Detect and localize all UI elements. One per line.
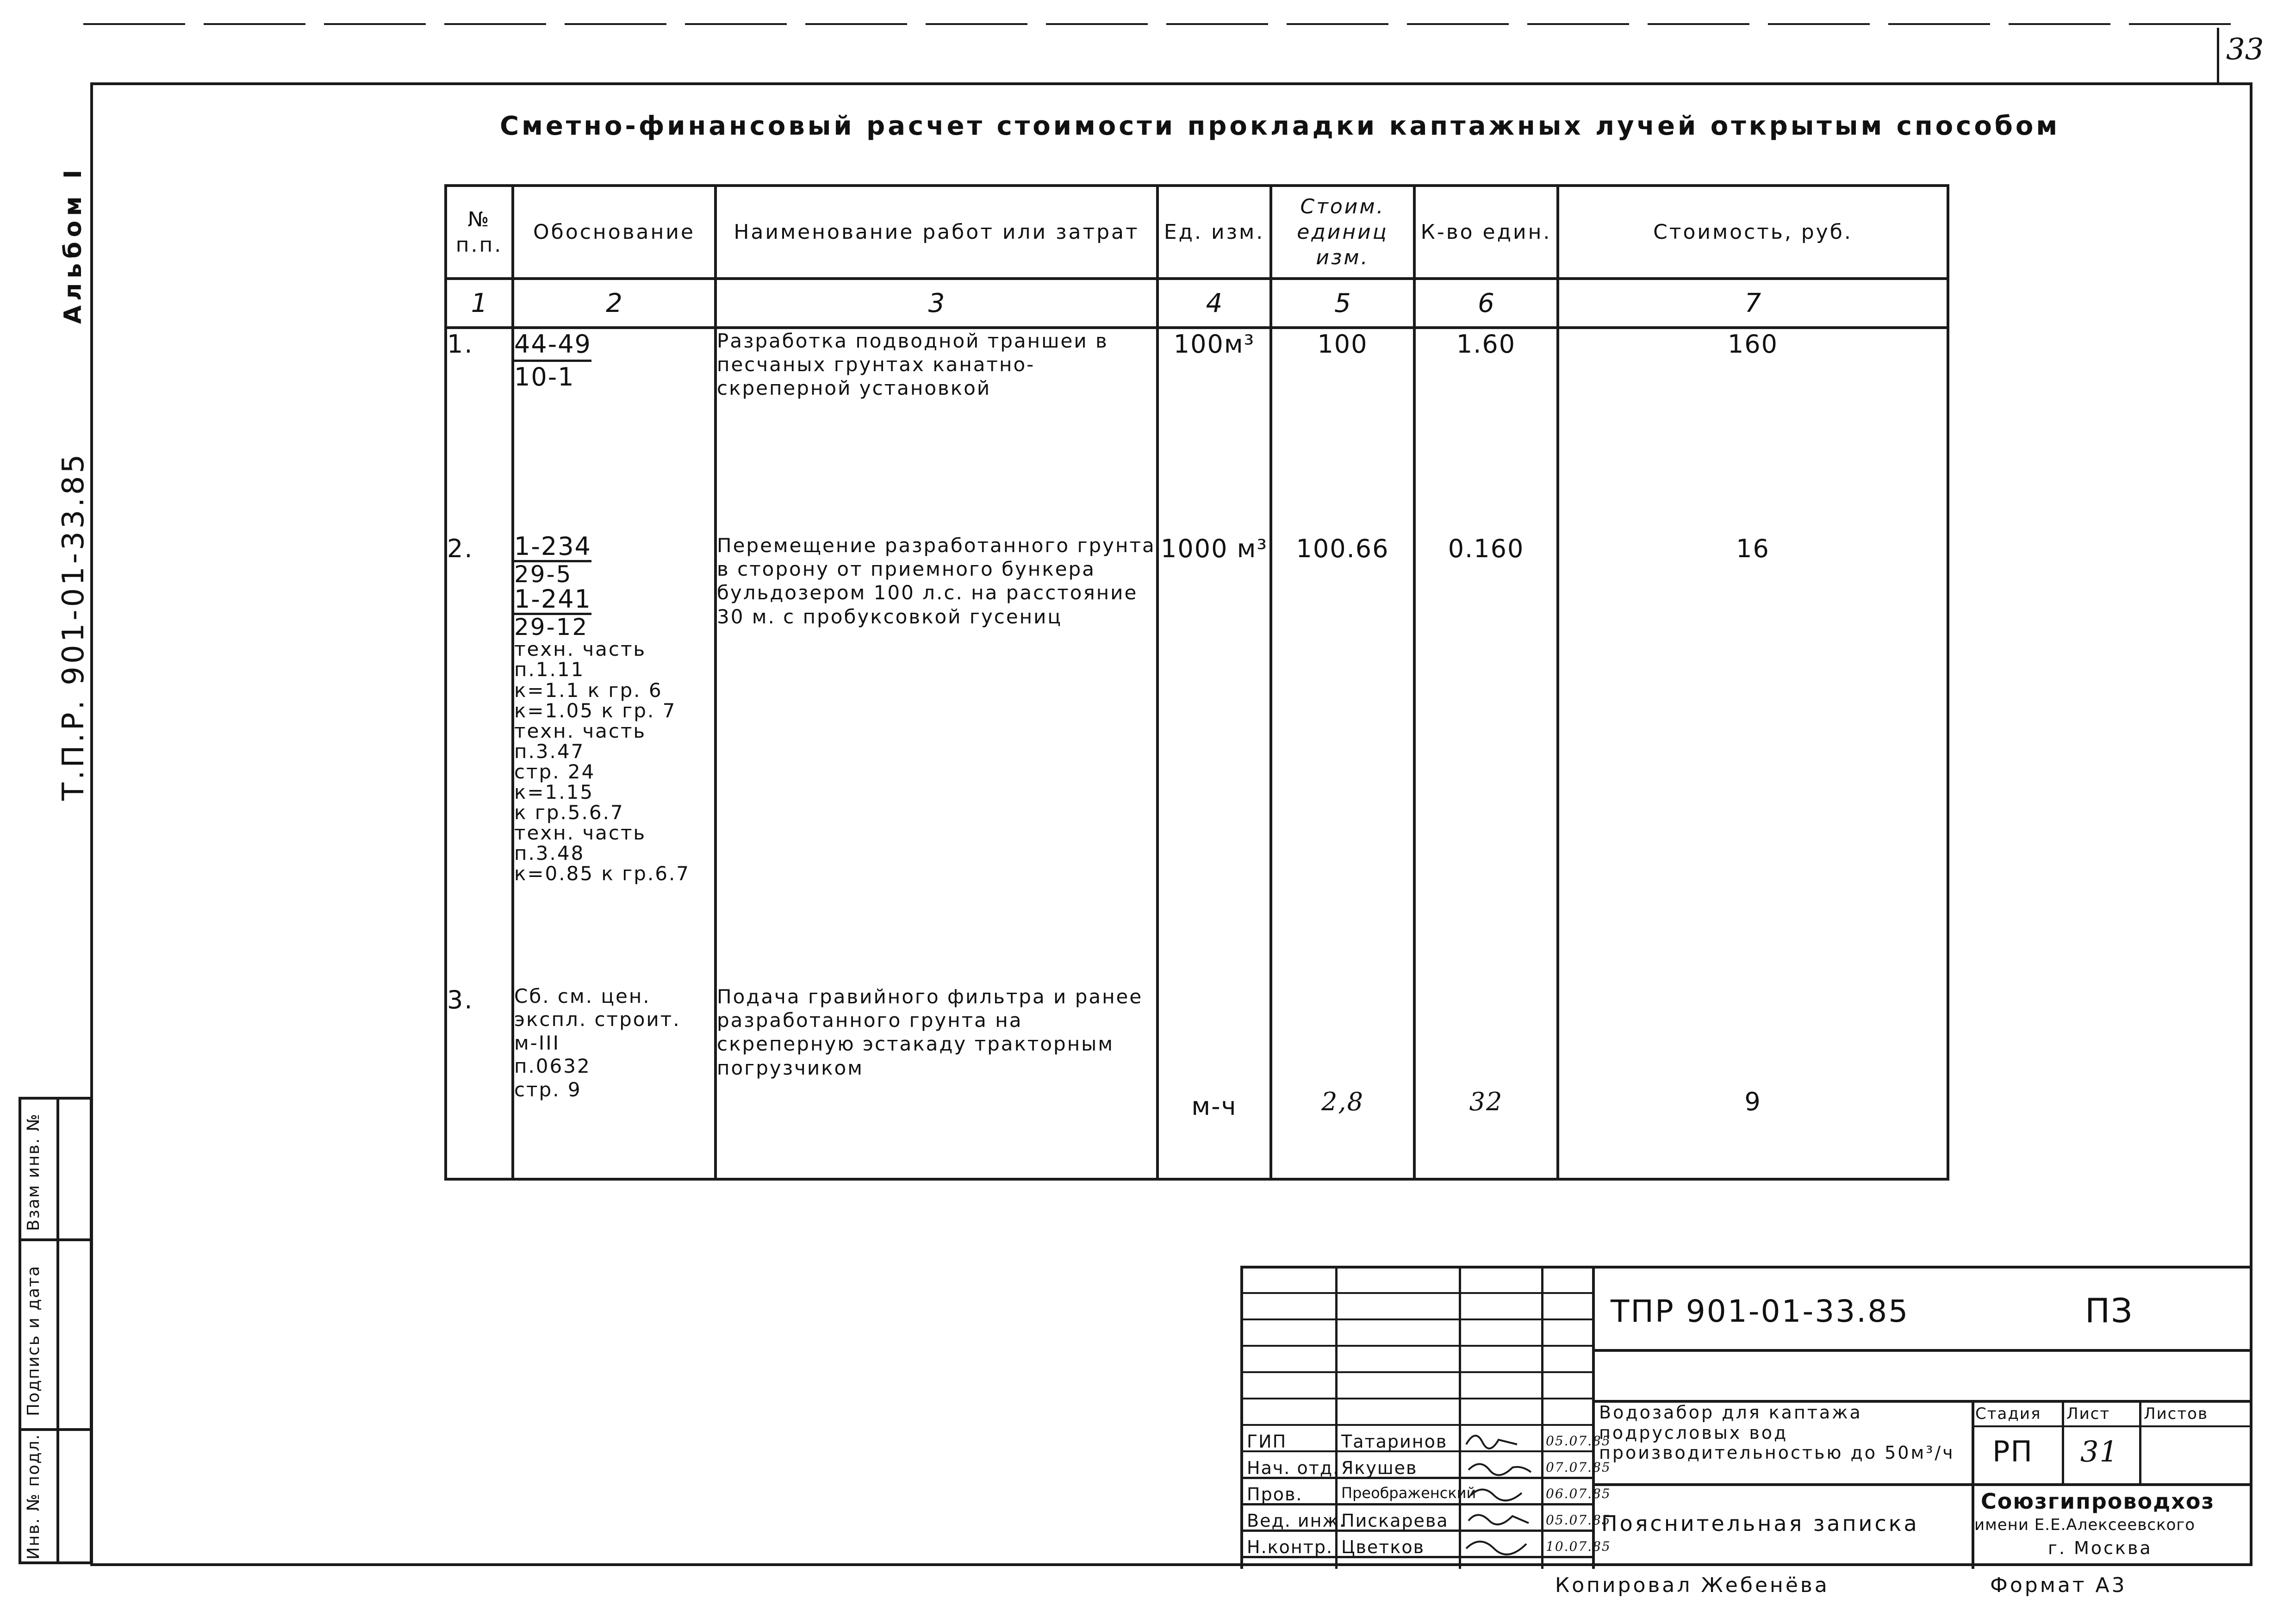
table-row — [446, 534, 1948, 985]
header-basis: Обоснование — [513, 186, 716, 279]
page-title: Сметно-финансовый расчет стоимости прокладки каптажных лучей открытым способом — [500, 111, 2060, 141]
copied-by: Копировал Жебенёва — [1555, 1573, 1829, 1597]
basis-ref: экспл. строит. — [514, 1008, 681, 1031]
project-code-vertical: Т.П.Р. 901-01-33.85 — [56, 451, 91, 801]
header-cost: Стоимость, руб. — [1558, 186, 1948, 279]
person-name: Преображенский — [1341, 1484, 1476, 1502]
inv-podl-label: Инв. № подл. — [24, 1433, 43, 1560]
unit-cost: 100 — [1271, 328, 1414, 534]
signatures — [1462, 1426, 1540, 1565]
basis-ref: 29-12 — [514, 613, 589, 640]
sheets-label: Листов — [2144, 1405, 2209, 1423]
vzam-label: Взам инв. № — [24, 1113, 43, 1231]
cost: 9 — [1558, 985, 1948, 1179]
header-unit: Ед. изм. — [1157, 186, 1271, 279]
work-name: Перемещение разработанного грунта в сторону от приемного бункера бульдозером 100 л.с. на расстояние 30 м. с пробуксовкой гусениц — [716, 534, 1157, 985]
quantity: 32 — [1414, 985, 1558, 1179]
sheet-number-divider — [2217, 28, 2219, 83]
role-label: Пров. — [1247, 1484, 1303, 1505]
header-name: Наименование работ или затрат — [716, 186, 1157, 279]
row-number: 1. — [446, 328, 513, 534]
stage-value: РП — [1992, 1435, 2034, 1468]
basis-ref: п.0632 — [514, 1055, 591, 1078]
org-sub: имени Е.Е.Алексеевского — [1974, 1516, 2196, 1534]
header-row — [446, 186, 1948, 279]
estimate-table — [444, 184, 1949, 1181]
basis-ref: п.3.47 — [514, 740, 585, 763]
table-row — [446, 328, 1948, 534]
header-num: № п.п. — [446, 186, 513, 279]
basis-ref: 44-49 — [514, 329, 591, 362]
work-name: Подача гравийного фильтра и ранее разработанного грунта на скреперную эстакаду тракторным погрузчиком — [716, 985, 1157, 1179]
basis-cell — [513, 534, 716, 985]
basis-ref: стр. 24 — [514, 760, 596, 783]
person-name: Якушев — [1341, 1458, 1418, 1478]
col-number: 7 — [1558, 279, 1948, 328]
basis-ref: к=1.15 — [514, 781, 594, 804]
basis-ref: к=0.85 к гр.6.7 — [514, 862, 691, 885]
col-number: 5 — [1271, 279, 1414, 328]
basis-ref: стр. 9 — [514, 1078, 582, 1101]
stage-label: Стадия — [1975, 1405, 2041, 1423]
unit: 1000 м³ — [1157, 534, 1271, 985]
role-label: Н.контр. — [1247, 1537, 1333, 1557]
role-label: ГИП — [1247, 1431, 1287, 1452]
cost: 160 — [1558, 328, 1948, 534]
person-name: Цветков — [1341, 1537, 1425, 1557]
role-label: Вед. инж. — [1247, 1511, 1346, 1531]
col-number: 2 — [513, 279, 716, 328]
org-city: г. Москва — [2048, 1538, 2153, 1558]
col-number: 6 — [1414, 279, 1558, 328]
basis-ref: 29-5 — [514, 560, 572, 588]
doc-code: ТПР 901-01-33.85 — [1611, 1293, 1910, 1329]
person-name: Татаринов — [1341, 1431, 1448, 1452]
cost: 16 — [1558, 534, 1948, 985]
basis-ref: м-III — [514, 1031, 560, 1054]
doc-mark: ПЗ — [2085, 1291, 2134, 1330]
album-label: Альбом I — [59, 165, 87, 324]
col-number: 3 — [716, 279, 1157, 328]
sign-date: 05.07.85 — [1546, 1433, 1611, 1449]
basis-cell — [513, 328, 716, 534]
unit-cost: 2,8 — [1271, 985, 1414, 1179]
basis-ref: п.3.48 — [514, 842, 585, 865]
basis-ref: к=1.1 к гр. 6 — [514, 678, 663, 702]
title-block — [1240, 1266, 2252, 1569]
col-number: 4 — [1157, 279, 1271, 328]
basis-ref: 10-1 — [514, 362, 575, 392]
quantity: 1.60 — [1414, 328, 1558, 534]
basis-ref: п.1.11 — [514, 658, 585, 681]
basis-ref: 1-234 — [514, 534, 591, 562]
basis-ref: 1-241 — [514, 586, 591, 615]
person-name: Пискарева — [1341, 1511, 1449, 1531]
work-name: Разработка подводной траншеи в песчаных грунтах канатно-скреперной установкой — [716, 328, 1157, 534]
header-qty: К-во един. — [1414, 186, 1558, 279]
header-unit-cost: Стоим. единиц изм. — [1271, 186, 1414, 279]
unit-cost: 100.66 — [1271, 534, 1414, 985]
top-edge-line — [83, 23, 2240, 25]
sheet-title: Пояснительная записка — [1601, 1511, 1919, 1536]
unit: м-ч — [1157, 985, 1271, 1179]
sheet-number: 33 — [2226, 32, 2264, 67]
role-label: Нач. отд. — [1247, 1458, 1340, 1478]
table-row — [446, 985, 1948, 1179]
column-number-row — [446, 279, 1948, 328]
unit: 100м³ — [1157, 328, 1271, 534]
basis-ref: к=1.05 к гр. 7 — [514, 699, 677, 722]
basis-ref: техн. часть — [514, 821, 647, 845]
sign-date: 06.07.85 — [1546, 1486, 1611, 1501]
paper-format: Формат А3 — [1990, 1573, 2127, 1597]
basis-ref: Сб. см. цен. — [514, 985, 651, 1007]
col-number: 1 — [446, 279, 513, 328]
row-number: 3. — [446, 985, 513, 1179]
basis-ref: к гр.5.6.7 — [514, 801, 624, 824]
sign-date: 10.07.85 — [1546, 1539, 1611, 1554]
sheet-value: 31 — [2080, 1435, 2119, 1468]
podpis-label: Подпись и дата — [24, 1265, 43, 1416]
quantity: 0.160 — [1414, 534, 1558, 985]
row-number: 2. — [446, 534, 513, 985]
org-name: Союзгипроводхоз — [1981, 1489, 2215, 1514]
basis-ref: техн. часть — [514, 638, 647, 661]
sign-date: 05.07.85 — [1546, 1512, 1611, 1528]
sign-date: 07.07.85 — [1546, 1460, 1611, 1475]
basis-ref: техн. часть — [514, 719, 647, 742]
object-name: Водозабор для каптажа подрусловых вод производительностью до 50м³/ч — [1599, 1402, 1955, 1463]
basis-cell — [513, 985, 716, 1179]
sheet-label: Лист — [2066, 1405, 2110, 1423]
